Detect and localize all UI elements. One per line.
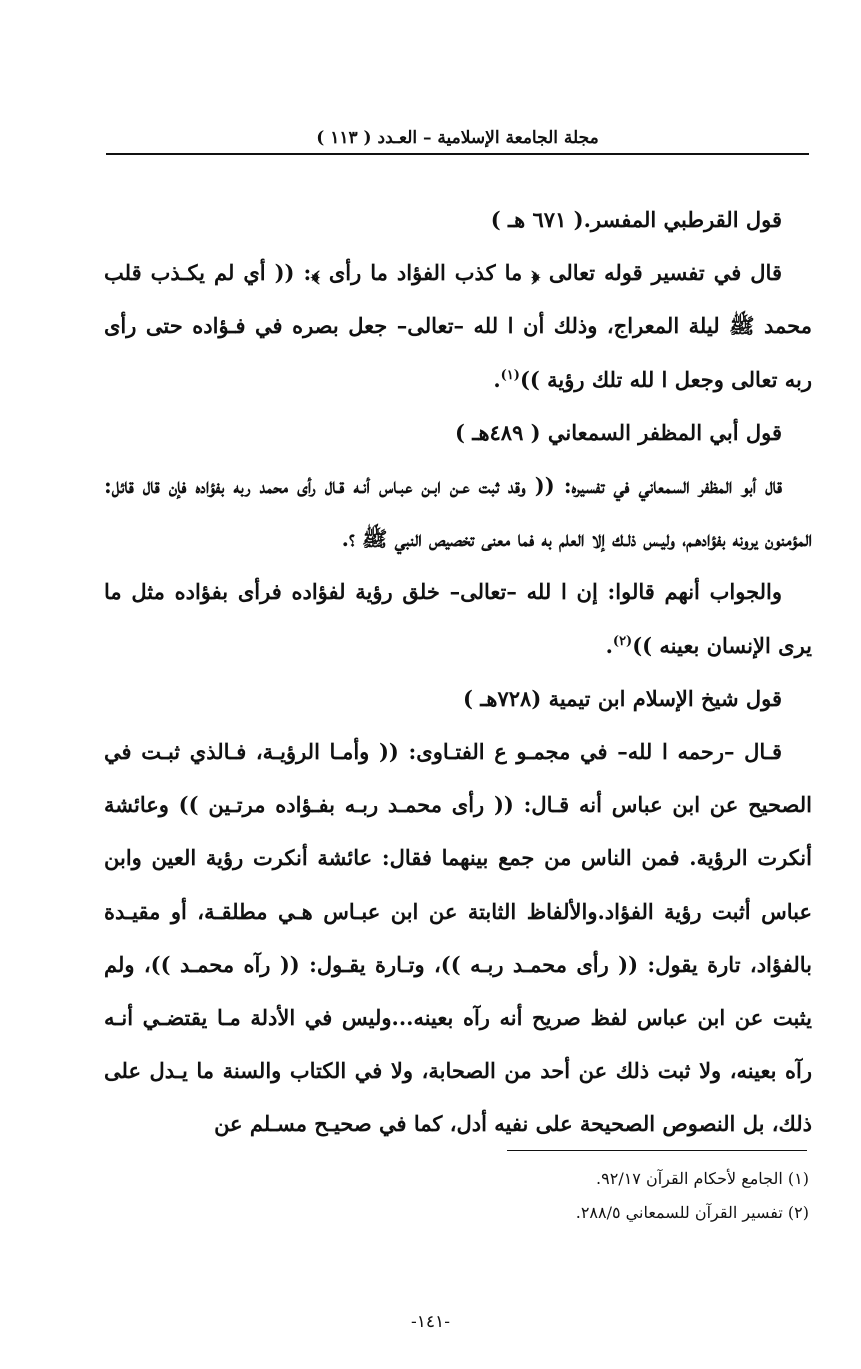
footnote-1: (١) الجامع لأحكام القرآن ٩٢/١٧. xyxy=(596,1169,809,1188)
paragraph-samani-1 xyxy=(104,459,812,565)
footnote-2: (٢) تفسير القرآن للسمعاني ٢٨٨/٥. xyxy=(575,1203,809,1222)
paragraph-text: قـال –رحمه ا لله– في مجمـو ع الفتـاوى: (( وأمـا الرؤيـة، فـالذي ثبـت في الصحيح عن ابن عباس أنه قـال: (( رأى محمـد ربـه بفـؤاده مرتـين )) وعائشة أنكرت الرؤية. فمن الناس من جمع بينهما فقال: عائشة أنكرت رؤية العين وابن عباس أثبت رؤية الفؤاد.والألفاظ الثابتة عن ابن عبـاس هـي مطلقـة، أو مقيـدة بالفؤاد، تارة يقول: (( رأى محمـد ربـه ))، وتـارة يقـول: (( رآه محمـد ))، ولم يثبت عن ابن عباس لفظ صريح أنه رآه بعينه...وليس في الأدلة مـا يقتضـي أنـه رآه بعينه، ولا ثبت ذلك عن أحد من الصحابة، ولا في الكتاب والسنة ما يـدل على ذلك، بل النصوص الصحيحة على نفيه أدل، كما في صحيـح مسـلم عن xyxy=(104,739,812,1137)
section-heading-qurtubi: قول القرطبي المفسر.( ٦٧١ هـ ) xyxy=(490,207,782,232)
paragraph-tail: . xyxy=(605,632,613,658)
paragraph-tail: . xyxy=(493,366,501,392)
paragraph-text: والجواب أنهم قالوا: إن ا لله –تعالى– خلق رؤية لفؤاده فرأى بفؤاده مثل ما يرى الإنسان بعينه )) xyxy=(104,579,812,658)
footnote-ref-1[interactable]: (١) xyxy=(500,367,520,383)
page-number: -١٤١- xyxy=(411,1312,450,1332)
header-divider xyxy=(106,153,809,155)
paragraph-text: قال أبو المظفر السمعاني في تفسيره: (( وقد ثبت عـن ابـن عبـاس أنـه قـال رأى محمد ربه بفؤاده فإن قال قائل: المؤمنون يرونه بفؤادهـم، وليـس ذلـك إلا العلم به فما معنى تخصيص النبي ﷺ ؟. xyxy=(104,473,812,552)
section-heading-ibn-taymiyyah: قول شيخ الإسلام ابن تيمية (٧٢٨هـ ) xyxy=(463,685,782,711)
paragraph-qurtubi xyxy=(104,246,812,406)
footnote-divider xyxy=(507,1150,807,1151)
paragraph-samani-2 xyxy=(104,565,812,671)
paragraph-text: قال في تفسير قوله تعالى ﴿ ما كذب الفؤاد ما رأى ﴾: (( أي لم يكـذب قلب محمد ﷺ ليلة المعراج، وذلك أن ا لله –تعالى– جعل بصره في فـؤاده حتى رأى ربه تعالى وجعل ا لله تلك رؤية )) xyxy=(104,260,812,392)
footnote-ref-2[interactable]: (٢) xyxy=(612,633,633,649)
running-header: مجلة الجامعة الإسلامية – العـدد ( ١١٣ ) xyxy=(316,128,599,148)
main-text xyxy=(104,193,812,1151)
section-heading-samani: قول أبي المظفر السمعاني ( ٤٨٩هـ ) xyxy=(455,419,782,445)
paragraph-ibn-taymiyyah xyxy=(104,725,812,1151)
footnotes xyxy=(409,1162,809,1230)
